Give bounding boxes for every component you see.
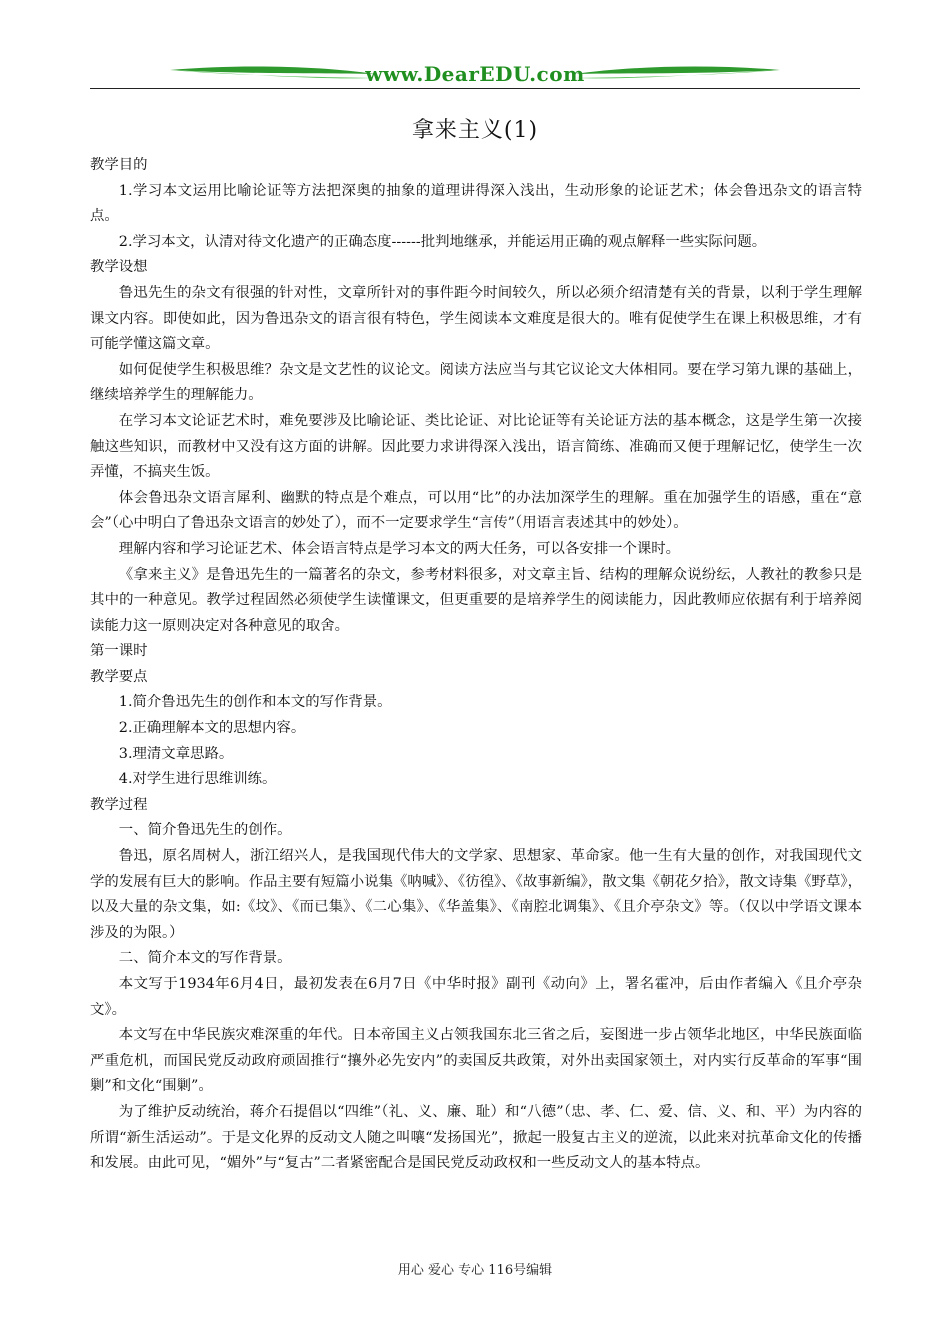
- brand-logo[interactable]: www.DearEDU.com: [365, 62, 585, 86]
- section-heading: 教学目的: [90, 157, 148, 173]
- body-paragraph: 鲁迅，原名周树人，浙江绍兴人，是我国现代伟大的文学家、思想家、革命家。他一生有大量的创作，对我国现代文学的发展有巨大的影响。作品主要有短篇小说集《呐喊》、《彷徨》、《故事新编》，散文集《朝花夕拾》，散文诗集《野草》，以及大量的杂文集，如:《坟》、《而已集》、《二心集》、《华盖集》、《南腔北调集》、《且介亭杂文》等。（仅以中学语文课本涉及的为限。）: [90, 848, 862, 941]
- body-paragraph: 2.学习本文，认清对待文化遗产的正确态度------批判地继承，并能运用正确的观点解释一些实际问题。: [118, 233, 767, 250]
- body-paragraph: 3.理清文章思路。: [118, 745, 234, 762]
- header-divider: [90, 88, 860, 89]
- body-paragraph: 本文写在中华民族灾难深重的年代。日本帝国主义占领我国东北三省之后，妄图进一步占领华北地区，中华民族面临严重危机，而国民党反动政府顽固推行“攘外必先安内”的卖国反共政策，对外出卖国家领土，对内实行反革命的军事“围剿”和文化“围剿”。: [90, 1027, 862, 1095]
- section-heading: 教学设想: [90, 259, 148, 276]
- section-heading: 第一课时: [90, 643, 148, 660]
- page-footer: 用心 爱心 专心 116号编辑: [397, 1263, 553, 1278]
- document-body: [90, 153, 862, 1177]
- body-paragraph: 在学习本文论证艺术时，难免要涉及比喻论证、类比论证、对比论证等有关论证方法的基本概念，这是学生第一次接触这些知识，而教材中又没有这方面的讲解。因此要力求讲得深入浅出，语言简练、准确而又便于理解记忆，使学生一次弄懂，不搞夹生饭。: [90, 412, 862, 481]
- body-paragraph: 《拿来主义》是鲁迅先生的一篇著名的杂文，参考材料很多，对文章主旨、结构的理解众说纷纭，人教社的教参只是其中的一种意见。教学过程固然必须使学生读懂课文，但更重要的是培养学生的阅读能力，因此教师应依据有利于培养阅读能力这一原则决定对各种意见的取舍。: [90, 566, 862, 634]
- body-paragraph: 理解内容和学习论证艺术、体会语言特点是学习本文的两大任务，可以各安排一个课时。: [118, 540, 681, 557]
- section-heading: 教学过程: [90, 796, 148, 813]
- body-paragraph: 4.对学生进行思维训练。: [118, 771, 277, 788]
- body-paragraph: 体会鲁迅杂文语言犀利、幽默的特点是个难点，可以用“比”的办法加深学生的理解。重在加强学生的语感，重在“意会”（心中明白了鲁迅杂文语言的妙处了），而不一定要求学生“言传”（用语言表述其中的妙处）。: [90, 489, 862, 532]
- body-paragraph: 1.简介鲁迅先生的创作和本文的写作背景。: [118, 694, 392, 711]
- body-paragraph: 1.学习本文运用比喻论证等方法把深奥的抽象的道理讲得深入浅出，生动形象的论证艺术；体会鲁迅杂文的语言特点。: [90, 182, 862, 225]
- body-paragraph: 如何促使学生积极思维？杂文是文艺性的议论文。阅读方法应当与其它议论文大体相同。要在学习第九课的基础上，继续培养学生的理解能力。: [90, 361, 862, 404]
- document-title: 拿来主义(1): [411, 118, 539, 143]
- body-paragraph: 2.正确理解本文的思想内容。: [118, 720, 306, 737]
- body-paragraph: 为了维护反动统治，蒋介石提倡以“四维”（礼、义、廉、耻）和“八德”（忠、孝、仁、爱、信、义、和、平）为内容的所谓“新生活运动”。于是文化界的反动文人随之叫嚷“发扬国光”，掀起一股复古主义的逆流，以此来对抗革命文化的传播和发展。由此可见，“媚外”与“复古”二者紧密配合是国民党反动政权和一些反动文人的基本特点。: [90, 1103, 862, 1172]
- body-paragraph: 二、简介本文的写作背景。: [118, 950, 292, 967]
- body-paragraph: 一、简介鲁迅先生的创作。: [118, 822, 292, 839]
- section-heading: 教学要点: [90, 668, 148, 685]
- body-paragraph: 本文写于1934年6月4日，最初发表在6月7日《中华时报》副刊《动向》上，署名霍冲，后由作者编入《且介亭杂文》。: [90, 976, 862, 1018]
- body-paragraph: 鲁迅先生的杂文有很强的针对性，文章所针对的事件距今时间较久，所以必须介绍清楚有关的背景，以利于学生理解课文内容。即使如此，因为鲁迅杂文的语言很有特色，学生阅读本文难度是很大的。唯有促使学生在课上积极思维，才有可能学懂这篇文章。: [90, 284, 862, 353]
